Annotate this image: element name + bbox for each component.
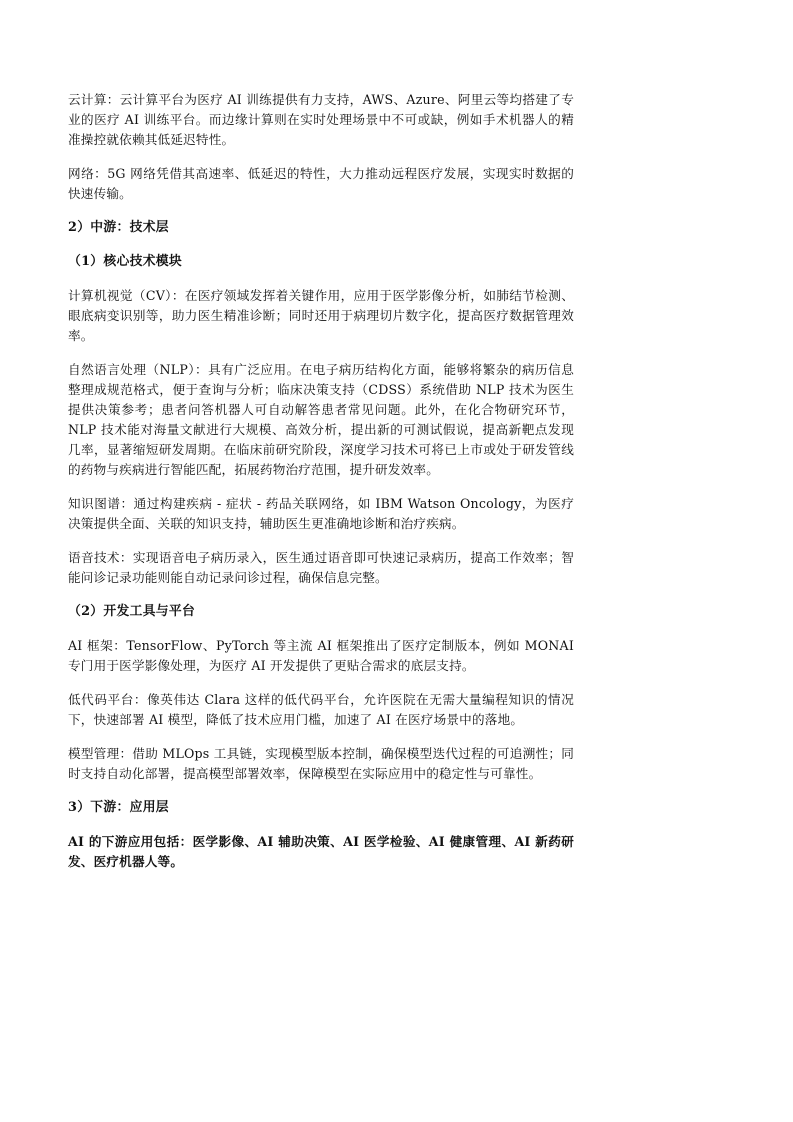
heading-midstream: 2）中游：技术层 [68, 220, 169, 235]
heading-dev-tools: （2）开发工具与平台 [68, 604, 196, 619]
document-page [68, 90, 574, 872]
paragraph-speech: 语音技术：实现语音电子病历录入，医生通过语音即可快速记录病历，提高工作效率；智能问诊记录功能则能自动记录问诊过程，确保信息完整。 [68, 550, 574, 585]
paragraph-network: 网络：5G 网络凭借其高速率、低延迟的特性，大力推动远程医疗发展，实现实时数据的快速传输。 [68, 166, 574, 201]
heading-downstream: 3）下游：应用层 [68, 800, 169, 815]
paragraph-computer-vision: 计算机视觉（CV）：在医疗领域发挥着关键作用，应用于医学影像分析，如肺结节检测、眼底病变识别等，助力医生精准诊断；同时还用于病理切片数字化，提高医疗数据管理效率。 [68, 288, 574, 343]
paragraph-low-code: 低代码平台：像英伟达 Clara 这样的低代码平台，允许医院在无需大量编程知识的情况下，快速部署 AI 模型，降低了技术应用门槛，加速了 AI 在医疗场景中的落地。 [68, 692, 574, 727]
heading-core-tech: （1）核心技术模块 [68, 254, 182, 269]
paragraph-nlp: 自然语言处理（NLP）：具有广泛应用。在电子病历结构化方面，能够将繁杂的病历信息整理成规范格式，便于查询与分析；临床决策支持（CDSS）系统借助 NLP 技术为医生提供决策参考；患者问答机器人可自动解答患者常见问题。此外，在化合物研究环节，NLP 技术能对海量文献进行大规模、高效分析，提出新的可测试假说，提高新靶点发现几率，显著缩短研发周期。在临床前研究阶段，深度学习技术可将已上市或处于研发管线的药物与疾病进行智能匹配，拓展药物治疗范围，提升研发效率。 [68, 362, 574, 477]
paragraph-cloud-computing: 云计算：云计算平台为医疗 AI 训练提供有力支持，AWS、Azure、阿里云等均搭建了专业的医疗 AI 训练平台。而边缘计算则在实时处理场景中不可或缺，例如手术机器人的精准操控就依赖其低延迟特性。 [68, 92, 574, 147]
paragraph-downstream-applications: AI 的下游应用包括：医学影像、AI 辅助决策、AI 医学检验、AI 健康管理、AI 新药研发、医疗机器人等。 [68, 834, 574, 869]
paragraph-knowledge-graph: 知识图谱：通过构建疾病 - 症状 - 药品关联网络，如 IBM Watson Oncology，为医疗决策提供全面、关联的知识支持，辅助医生更准确地诊断和治疗疾病。 [68, 496, 574, 531]
paragraph-model-management: 模型管理：借助 MLOps 工具链，实现模型版本控制，确保模型迭代过程的可追溯性；同时支持自动化部署，提高模型部署效率，保障模型在实际应用中的稳定性与可靠性。 [68, 746, 574, 781]
paragraph-ai-framework: AI 框架：TensorFlow、PyTorch 等主流 AI 框架推出了医疗定制版本，例如 MONAI 专门用于医学影像处理，为医疗 AI 开发提供了更贴合需求的底层支持。 [68, 638, 574, 673]
